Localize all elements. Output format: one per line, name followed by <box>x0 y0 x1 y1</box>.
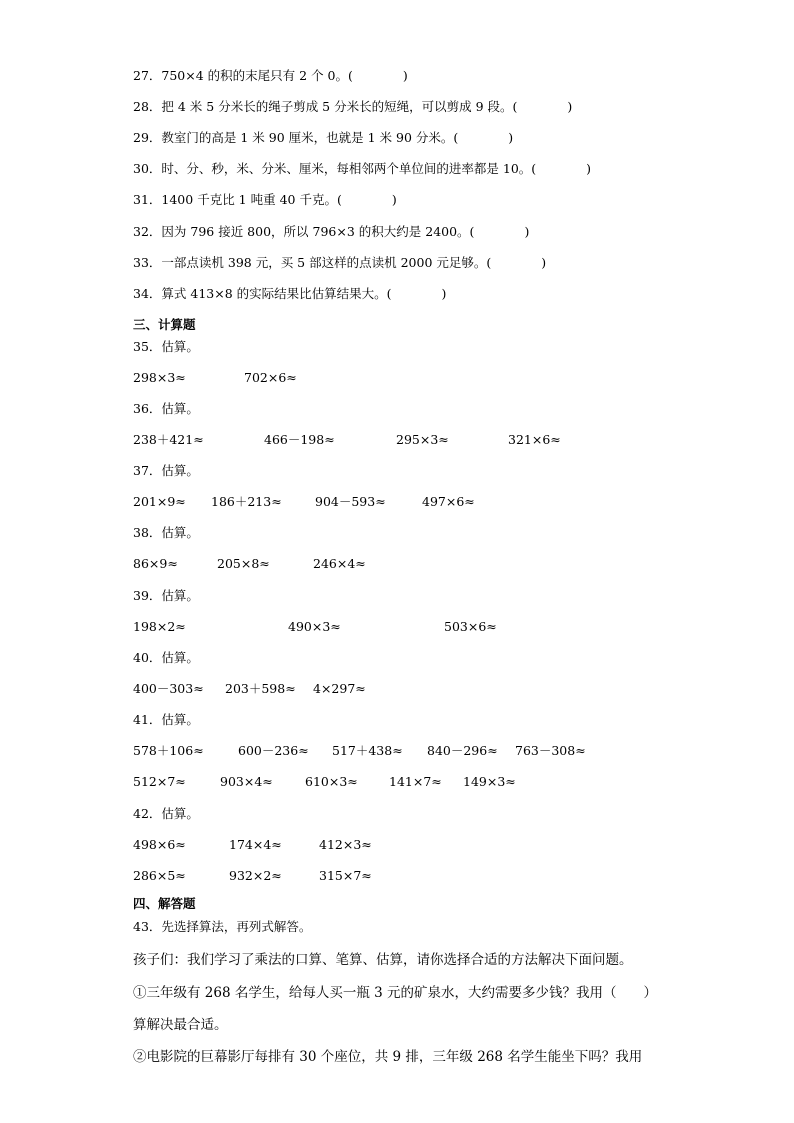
expression: 466－198≈ <box>264 432 335 447</box>
judgment-34: 34．算式 413×8 的实际结果比估算结果大。( ) <box>133 286 447 301</box>
judgment-30: 30．时、分、秒，米、分米、厘米，每相邻两个单位间的进率都是 10。( ) <box>133 161 592 176</box>
judgment-33: 33．一部点读机 398 元，买 5 部这样的点读机 2000 元足够。( ) <box>133 255 547 270</box>
problem-43-item-1-line-1: ①三年级有 268 名学生，给每人买一瓶 3 元的矿泉水，大约需要多少钱？我用（ ） <box>133 985 658 1001</box>
problem-41-title <box>133 710 199 730</box>
problem-39-title <box>133 586 199 606</box>
expression: 400－303≈ <box>133 681 204 696</box>
judgment-28: 28．把 4 米 5 分米长的绳子剪成 5 分米长的短绳，可以剪成 9 段。( ) <box>133 99 573 114</box>
expression: 246×4≈ <box>313 556 366 571</box>
expression: 702×6≈ <box>244 370 297 385</box>
problem-number: 41． <box>133 712 162 727</box>
problem-number: 37． <box>133 463 162 478</box>
expression: 610×3≈ <box>305 774 358 789</box>
problem-43-item-1-line-2: 算解决最合适。 <box>133 1017 228 1033</box>
problem-36-title <box>133 399 199 419</box>
section-heading-calculation: 三、计算题 <box>133 317 196 332</box>
problem-instruction: 估算。 <box>161 339 199 354</box>
expression: 903×4≈ <box>220 774 273 789</box>
expression: 490×3≈ <box>288 619 341 634</box>
problem-instruction: 估算。 <box>161 712 199 727</box>
problem-43-item-2-line-1: ②电影院的巨幕影厅每排有 30 个座位，共 9 排，三年级 268 名学生能坐下吗？我用 <box>133 1049 643 1065</box>
problem-40-title <box>133 648 199 668</box>
expression: 512×7≈ <box>133 774 186 789</box>
expression: 840－296≈ <box>427 743 498 758</box>
expression: 186＋213≈ <box>211 494 282 509</box>
section-heading-word-problems: 四、解答题 <box>133 896 196 911</box>
expression: 932×2≈ <box>229 868 282 883</box>
problem-42-title <box>133 804 199 824</box>
expression: 86×9≈ <box>133 556 178 571</box>
expression: 763－308≈ <box>515 743 586 758</box>
problem-instruction: 估算。 <box>161 525 199 540</box>
expression: 578＋106≈ <box>133 743 204 758</box>
problem-instruction: 估算。 <box>161 806 199 821</box>
problem-number: 38． <box>133 525 162 540</box>
expression: 498×6≈ <box>133 837 186 852</box>
problem-43-intro: 孩子们：我们学习了乘法的口算、笔算、估算，请你选择合适的方法解决下面问题。 <box>133 952 633 968</box>
problem-number: 40． <box>133 650 162 665</box>
expression: 198×2≈ <box>133 619 186 634</box>
expression: 503×6≈ <box>444 619 497 634</box>
problem-38-title <box>133 523 199 543</box>
expression: 517＋438≈ <box>332 743 403 758</box>
problem-instruction: 估算。 <box>161 588 199 603</box>
problem-35-title <box>133 337 199 357</box>
expression: 321×6≈ <box>508 432 561 447</box>
expression: 600－236≈ <box>238 743 309 758</box>
expression: 174×4≈ <box>229 837 282 852</box>
expression: 295×3≈ <box>396 432 449 447</box>
expression: 201×9≈ <box>133 494 186 509</box>
expression: 315×7≈ <box>319 868 372 883</box>
judgment-32: 32．因为 796 接近 800，所以 796×3 的积大约是 2400。( ) <box>133 224 530 239</box>
problem-number: 36． <box>133 401 162 416</box>
problem-37-title <box>133 461 199 481</box>
expression: 286×5≈ <box>133 868 186 883</box>
problem-number: 42． <box>133 806 162 821</box>
expression: 412×3≈ <box>319 837 372 852</box>
expression: 149×3≈ <box>463 774 516 789</box>
problem-instruction: 估算。 <box>161 401 199 416</box>
problem-number: 39． <box>133 588 162 603</box>
expression: 4×297≈ <box>313 681 366 696</box>
judgment-27: 27．750×4 的积的末尾只有 2 个 0。( ) <box>133 68 408 83</box>
problem-instruction: 估算。 <box>161 650 199 665</box>
expression: 238＋421≈ <box>133 432 204 447</box>
expression: 205×8≈ <box>217 556 270 571</box>
expression: 203＋598≈ <box>225 681 296 696</box>
problem-number: 35． <box>133 339 162 354</box>
expression: 298×3≈ <box>133 370 186 385</box>
expression: 497×6≈ <box>422 494 475 509</box>
problem-43-title: 43．先选择算法，再列式解答。 <box>133 919 312 934</box>
expression: 904－593≈ <box>315 494 386 509</box>
judgment-31: 31．1400 千克比 1 吨重 40 千克。( ) <box>133 192 397 207</box>
judgment-29: 29．教室门的高是 1 米 90 厘米，也就是 1 米 90 分米。( ) <box>133 130 514 145</box>
problem-instruction: 估算。 <box>161 463 199 478</box>
expression: 141×7≈ <box>389 774 442 789</box>
